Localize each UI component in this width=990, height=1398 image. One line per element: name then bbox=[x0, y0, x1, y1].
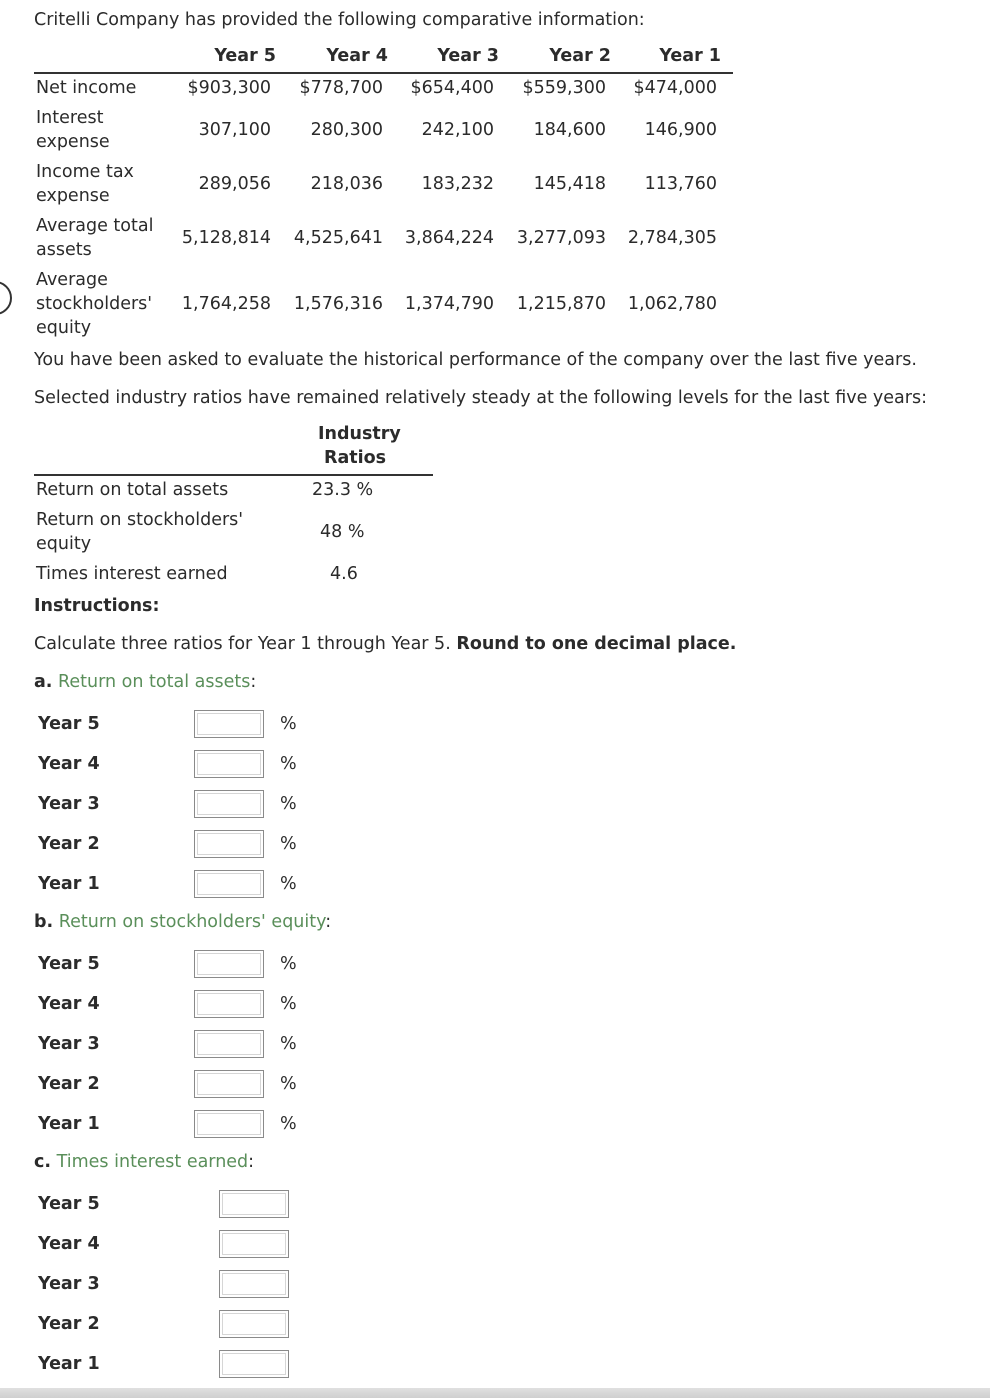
answer-year-label: Year 2 bbox=[38, 834, 100, 854]
cell-value: 280,300 bbox=[310, 120, 383, 140]
answer-year-label: Year 3 bbox=[38, 1274, 100, 1294]
calc-text: Calculate three ratios for Year 1 through Year 5. bbox=[34, 634, 451, 654]
percent-sign: % bbox=[280, 874, 297, 894]
tie-year-5-input[interactable] bbox=[219, 1190, 289, 1218]
row-label: Interest bbox=[36, 108, 104, 128]
instructions-text bbox=[34, 634, 736, 654]
answer-year-label: Year 2 bbox=[38, 1074, 100, 1094]
bottom-scroll-edge bbox=[0, 1388, 990, 1398]
tie-year-4-input[interactable] bbox=[219, 1230, 289, 1258]
part-a-title[interactable]: Return on total assets bbox=[58, 672, 251, 692]
evaluate-text: You have been asked to evaluate the historical performance of the company over the last five years. bbox=[34, 350, 917, 370]
roe-year-1-input[interactable] bbox=[194, 1110, 264, 1138]
row-label: Return on stockholders' bbox=[36, 510, 244, 530]
tie-year-2-input[interactable] bbox=[219, 1310, 289, 1338]
cell-value: 307,100 bbox=[198, 120, 271, 140]
row-label: Times interest earned bbox=[36, 564, 228, 584]
roa-year-2-input[interactable] bbox=[194, 830, 264, 858]
header-year-2: Year 2 bbox=[549, 46, 611, 66]
part-c-title[interactable]: Times interest earned bbox=[56, 1152, 249, 1172]
part-b-heading bbox=[34, 912, 331, 932]
cell-value: 242,100 bbox=[421, 120, 494, 140]
cell-value: 5,128,814 bbox=[181, 228, 271, 248]
row-label: Average total bbox=[36, 216, 154, 236]
roe-year-4-input[interactable] bbox=[194, 990, 264, 1018]
answer-year-label: Year 2 bbox=[38, 1314, 100, 1334]
part-c-colon: : bbox=[248, 1152, 255, 1172]
roe-year-3-input[interactable] bbox=[194, 1030, 264, 1058]
answer-year-label: Year 5 bbox=[38, 714, 100, 734]
cell-value: 184,600 bbox=[533, 120, 606, 140]
percent-sign: % bbox=[280, 754, 297, 774]
part-b-letter: b. bbox=[34, 912, 54, 932]
cell-value: 113,760 bbox=[644, 174, 717, 194]
cell-value: 4.6 bbox=[330, 564, 358, 584]
answer-year-label: Year 3 bbox=[38, 1034, 100, 1054]
industry-rule bbox=[34, 474, 433, 476]
cell-value: 218,036 bbox=[310, 174, 383, 194]
cell-value: 1,576,316 bbox=[293, 294, 383, 314]
cell-value: 1,215,870 bbox=[516, 294, 606, 314]
row-label: expense bbox=[36, 132, 110, 152]
cell-value: 2,784,305 bbox=[627, 228, 717, 248]
cell-value: 23.3 % bbox=[312, 480, 374, 500]
row-label: Average bbox=[36, 270, 108, 290]
cell-value: 1,764,258 bbox=[181, 294, 271, 314]
part-c-letter: c. bbox=[34, 1152, 52, 1172]
header-year-5: Year 5 bbox=[214, 46, 276, 66]
answer-year-label: Year 4 bbox=[38, 754, 100, 774]
percent-sign: % bbox=[280, 1074, 297, 1094]
row-label: Return on total assets bbox=[36, 480, 229, 500]
cell-value: $778,700 bbox=[299, 78, 383, 98]
intro-text: Critelli Company has provided the following comparative information: bbox=[34, 10, 645, 30]
cell-value: 48 % bbox=[320, 522, 365, 542]
row-label: Income tax bbox=[36, 162, 134, 182]
roa-year-1-input[interactable] bbox=[194, 870, 264, 898]
round-text: Round to one decimal place. bbox=[456, 634, 737, 654]
roa-year-4-input[interactable] bbox=[194, 750, 264, 778]
roe-year-2-input[interactable] bbox=[194, 1070, 264, 1098]
industry-header-line2: Ratios bbox=[324, 448, 387, 468]
header-year-4: Year 4 bbox=[326, 46, 388, 66]
answer-year-label: Year 5 bbox=[38, 954, 100, 974]
part-c-heading bbox=[34, 1152, 254, 1172]
answer-year-label: Year 1 bbox=[38, 874, 100, 894]
cell-value: 3,864,224 bbox=[404, 228, 494, 248]
row-label: stockholders' bbox=[36, 294, 153, 314]
cell-value: $474,000 bbox=[633, 78, 717, 98]
edge-circle-marker bbox=[0, 281, 12, 315]
percent-sign: % bbox=[280, 834, 297, 854]
row-label: equity bbox=[36, 534, 92, 554]
roe-year-5-input[interactable] bbox=[194, 950, 264, 978]
percent-sign: % bbox=[280, 994, 297, 1014]
cell-value: 4,525,641 bbox=[293, 228, 383, 248]
percent-sign: % bbox=[280, 714, 297, 734]
instructions-title: Instructions: bbox=[34, 596, 160, 616]
cell-value: $559,300 bbox=[522, 78, 606, 98]
answer-year-label: Year 5 bbox=[38, 1194, 100, 1214]
answer-year-label: Year 4 bbox=[38, 1234, 100, 1254]
cell-value: $654,400 bbox=[410, 78, 494, 98]
cell-value: 1,374,790 bbox=[404, 294, 494, 314]
answer-year-label: Year 3 bbox=[38, 794, 100, 814]
part-b-colon: : bbox=[325, 912, 332, 932]
industry-header-line1: Industry bbox=[318, 424, 401, 444]
part-a-colon: : bbox=[250, 672, 257, 692]
cell-value: 289,056 bbox=[198, 174, 271, 194]
answer-year-label: Year 4 bbox=[38, 994, 100, 1014]
row-label: Net income bbox=[36, 78, 137, 98]
percent-sign: % bbox=[280, 954, 297, 974]
part-a-heading bbox=[34, 672, 256, 692]
selected-ratios-text: Selected industry ratios have remained relatively steady at the following levels for the last five years: bbox=[34, 388, 927, 408]
cell-value: 183,232 bbox=[421, 174, 494, 194]
row-label: assets bbox=[36, 240, 92, 260]
cell-value: 1,062,780 bbox=[627, 294, 717, 314]
percent-sign: % bbox=[280, 1114, 297, 1134]
percent-sign: % bbox=[280, 794, 297, 814]
header-rule bbox=[34, 72, 733, 74]
roa-year-5-input[interactable] bbox=[194, 710, 264, 738]
tie-year-1-input[interactable] bbox=[219, 1350, 289, 1378]
cell-value: 3,277,093 bbox=[516, 228, 606, 248]
percent-sign: % bbox=[280, 1034, 297, 1054]
header-year-1: Year 1 bbox=[659, 46, 721, 66]
cell-value: $903,300 bbox=[187, 78, 271, 98]
part-b-title[interactable]: Return on stockholders' equity bbox=[58, 912, 326, 932]
row-label: expense bbox=[36, 186, 110, 206]
roa-year-3-input[interactable] bbox=[194, 790, 264, 818]
cell-value: 146,900 bbox=[644, 120, 717, 140]
answer-year-label: Year 1 bbox=[38, 1114, 100, 1134]
part-a-letter: a. bbox=[34, 672, 53, 692]
row-label: equity bbox=[36, 318, 92, 338]
header-year-3: Year 3 bbox=[437, 46, 499, 66]
cell-value: 145,418 bbox=[533, 174, 606, 194]
answer-year-label: Year 1 bbox=[38, 1354, 100, 1374]
tie-year-3-input[interactable] bbox=[219, 1270, 289, 1298]
